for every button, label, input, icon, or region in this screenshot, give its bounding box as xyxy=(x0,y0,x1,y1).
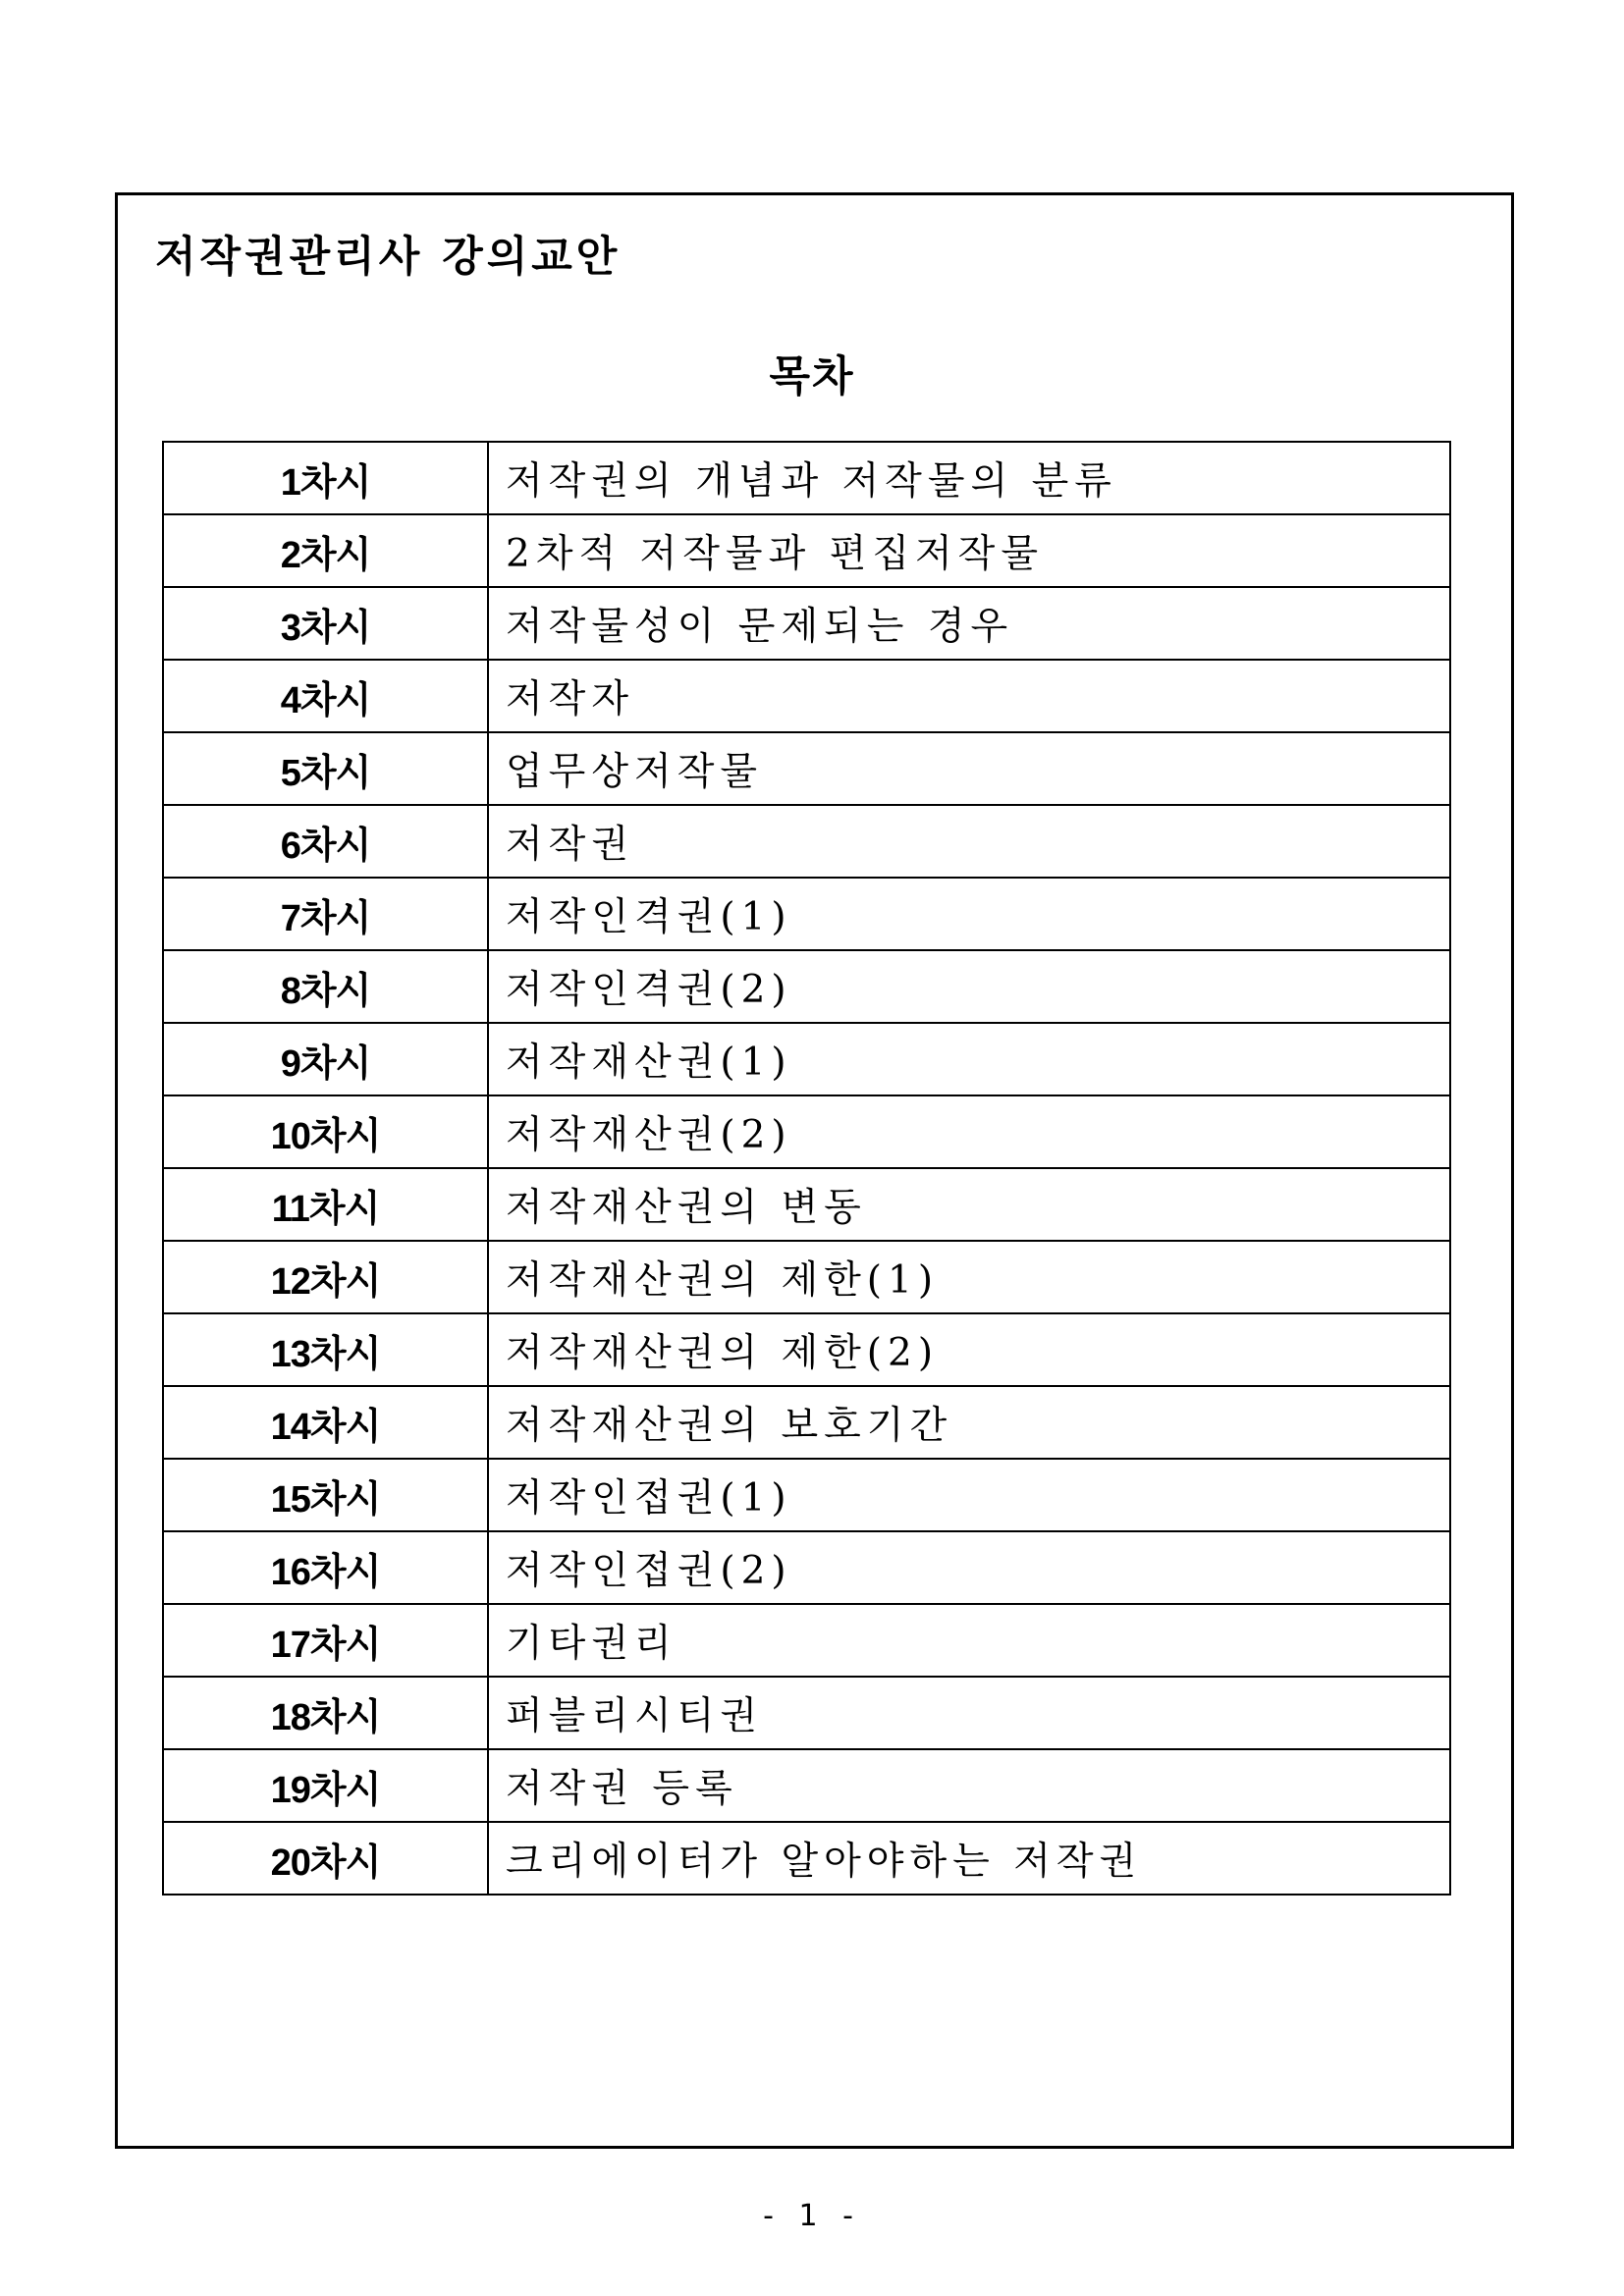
topic-cell: 퍼블리시티권 xyxy=(488,1677,1450,1749)
session-cell: 10차시 xyxy=(163,1095,488,1168)
topic-cell: 저작인접권(2) xyxy=(488,1531,1450,1604)
table-row xyxy=(163,1095,1450,1168)
topic-cell: 저작재산권의 보호기간 xyxy=(488,1386,1450,1459)
topic-cell: 저작자 xyxy=(488,660,1450,732)
table-row xyxy=(163,1459,1450,1531)
session-cell: 5차시 xyxy=(163,732,488,805)
table-row xyxy=(163,660,1450,732)
table-row xyxy=(163,1604,1450,1677)
table-row xyxy=(163,805,1450,878)
toc-table xyxy=(162,441,1451,1896)
session-cell: 14차시 xyxy=(163,1386,488,1459)
topic-cell: 저작재산권(2) xyxy=(488,1095,1450,1168)
session-cell: 7차시 xyxy=(163,878,488,950)
topic-cell: 저작재산권의 제한(1) xyxy=(488,1241,1450,1313)
table-row xyxy=(163,1822,1450,1895)
session-cell: 11차시 xyxy=(163,1168,488,1241)
session-cell: 6차시 xyxy=(163,805,488,878)
table-row xyxy=(163,950,1450,1023)
table-row xyxy=(163,587,1450,660)
topic-cell: 업무상저작물 xyxy=(488,732,1450,805)
session-cell: 2차시 xyxy=(163,514,488,587)
topic-cell: 저작권 xyxy=(488,805,1450,878)
page-number: - 1 - xyxy=(763,2199,861,2233)
session-cell: 19차시 xyxy=(163,1749,488,1822)
table-row xyxy=(163,1313,1450,1386)
table-row xyxy=(163,1241,1450,1313)
session-cell: 16차시 xyxy=(163,1531,488,1604)
table-row xyxy=(163,1531,1450,1604)
session-cell: 17차시 xyxy=(163,1604,488,1677)
topic-cell: 저작물성이 문제되는 경우 xyxy=(488,587,1450,660)
session-cell: 13차시 xyxy=(163,1313,488,1386)
topic-cell: 기타권리 xyxy=(488,1604,1450,1677)
session-cell: 15차시 xyxy=(163,1459,488,1531)
table-row xyxy=(163,1386,1450,1459)
session-cell: 3차시 xyxy=(163,587,488,660)
session-cell: 9차시 xyxy=(163,1023,488,1095)
session-cell: 4차시 xyxy=(163,660,488,732)
topic-cell: 저작인접권(1) xyxy=(488,1459,1450,1531)
topic-cell: 저작재산권의 변동 xyxy=(488,1168,1450,1241)
session-cell: 12차시 xyxy=(163,1241,488,1313)
toc-heading: 목차 xyxy=(769,352,855,401)
topic-cell: 크리에이터가 알아야하는 저작권 xyxy=(488,1822,1450,1895)
table-row xyxy=(163,1677,1450,1749)
session-cell: 8차시 xyxy=(163,950,488,1023)
table-row xyxy=(163,878,1450,950)
topic-cell: 저작재산권의 제한(2) xyxy=(488,1313,1450,1386)
table-row xyxy=(163,442,1450,514)
table-row xyxy=(163,1749,1450,1822)
session-cell: 20차시 xyxy=(163,1822,488,1895)
topic-cell: 저작권의 개념과 저작물의 분류 xyxy=(488,442,1450,514)
table-row xyxy=(163,1168,1450,1241)
table-row xyxy=(163,732,1450,805)
topic-cell: 저작재산권(1) xyxy=(488,1023,1450,1095)
topic-cell: 저작인격권(1) xyxy=(488,878,1450,950)
topic-cell: 2차적 저작물과 편집저작물 xyxy=(488,514,1450,587)
session-cell: 1차시 xyxy=(163,442,488,514)
toc-body xyxy=(163,442,1450,1895)
document-title: 저작권관리사 강의교안 xyxy=(155,233,622,282)
table-row xyxy=(163,1023,1450,1095)
topic-cell: 저작권 등록 xyxy=(488,1749,1450,1822)
topic-cell: 저작인격권(2) xyxy=(488,950,1450,1023)
session-cell: 18차시 xyxy=(163,1677,488,1749)
table-row xyxy=(163,514,1450,587)
